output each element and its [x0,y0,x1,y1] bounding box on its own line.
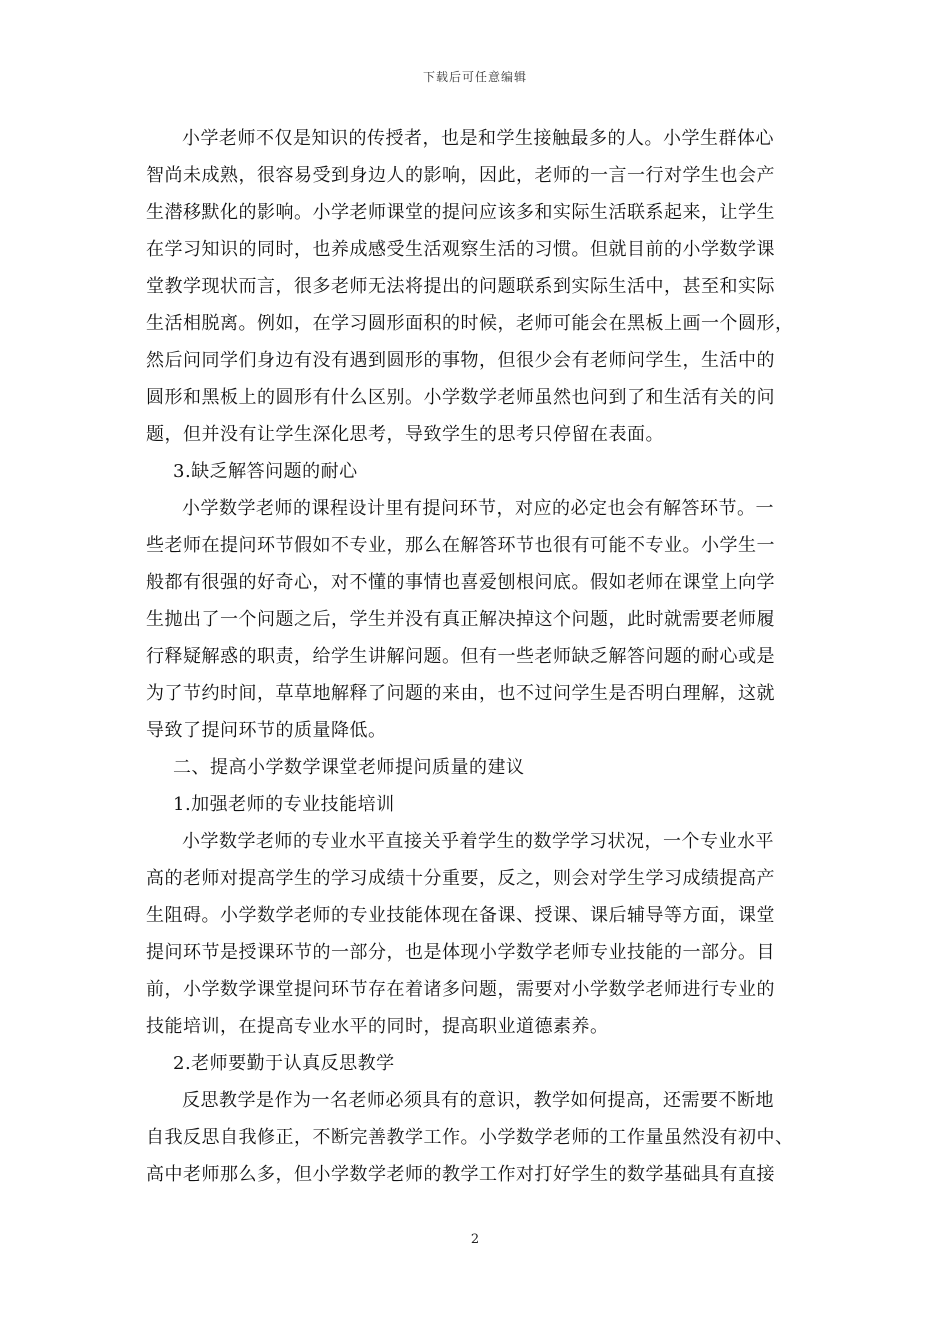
section-heading: 1.加强老师的专业技能培训 [173,794,395,815]
paragraph-line: 圆形和黑板上的圆形有什么区别。小学数学老师虽然也问到了和生活有关的问 [146,387,775,408]
section-heading: 3.缺乏解答问题的耐心 [173,461,358,482]
paragraph-line: 导致了提问环节的质量降低。 [146,720,387,741]
paragraph-line: 高的老师对提高学生的学习成绩十分重要，反之，则会对学生学习成绩提高产 [146,868,775,889]
paragraph-line: 些老师在提问环节假如不专业，那么在解答环节也很有可能不专业。小学生一 [146,535,775,556]
paragraph-line: 般都有很强的好奇心，对不懂的事情也喜爱刨根问底。假如老师在课堂上向学 [146,572,775,593]
section-heading: 2.老师要勤于认真反思教学 [173,1053,395,1074]
paragraph-line: 在学习知识的同时，也养成感受生活观察生活的习惯。但就目前的小学数学课 [146,239,775,260]
page-header: 下载后可任意编辑 [422,70,527,84]
paragraph-line: 小学数学老师的专业水平直接关乎着学生的数学学习状况，一个专业水平 [182,831,774,852]
paragraph-line: 生阻碍。小学数学老师的专业技能体现在备课、授课、课后辅导等方面，课堂 [146,905,775,926]
paragraph-line: 生活相脱离。例如，在学习圆形面积的时候，老师可能会在黑板上画一个圆形， [146,313,794,334]
paragraph-line: 智尚未成熟，很容易受到身边人的影响，因此，老师的一言一行对学生也会产 [146,165,775,186]
paragraph-line: 行释疑解惑的职责，给学生讲解问题。但有一些老师缺乏解答问题的耐心或是 [146,646,775,667]
paragraph-line: 高中老师那么多，但小学数学老师的教学工作对打好学生的数学基础具有直接 [146,1164,775,1185]
paragraph-line: 生潜移默化的影响。小学老师课堂的提问应该多和实际生活联系起来，让学生 [146,202,775,223]
paragraph-line: 前，小学数学课堂提问环节存在着诸多问题，需要对小学数学老师进行专业的 [146,979,775,1000]
paragraph-line: 提问环节是授课环节的一部分，也是体现小学数学老师专业技能的一部分。目 [146,942,775,963]
paragraph-line: 然后问同学们身边有没有遇到圆形的事物，但很少会有老师问学生，生活中的 [146,350,775,371]
paragraph-line: 堂教学现状而言，很多老师无法将提出的问题联系到实际生活中，甚至和实际 [146,276,775,297]
paragraph-line: 自我反思自我修正，不断完善教学工作。小学数学老师的工作量虽然没有初中、 [146,1127,794,1148]
paragraph-line: 为了节约时间，草草地解释了问题的来由，也不过问学生是否明白理解，这就 [146,683,775,704]
paragraph-line: 题，但并没有让学生深化思考，导致学生的思考只停留在表面。 [146,424,664,445]
page-number: 2 [470,1232,480,1247]
paragraph-line: 小学数学老师的课程设计里有提问环节，对应的必定也会有解答环节。一 [182,498,774,519]
section-heading: 二、提高小学数学课堂老师提问质量的建议 [173,757,525,778]
paragraph-line: 生抛出了一个问题之后，学生并没有真正解决掉这个问题，此时就需要老师履 [146,609,775,630]
document-body [146,120,812,1193]
paragraph-line: 小学老师不仅是知识的传授者，也是和学生接触最多的人。小学生群体心 [182,128,774,149]
paragraph-line: 技能培训，在提高专业水平的同时，提高职业道德素养。 [146,1016,609,1037]
paragraph-line: 反思教学是作为一名老师必须具有的意识，教学如何提高，还需要不断地 [182,1090,774,1111]
